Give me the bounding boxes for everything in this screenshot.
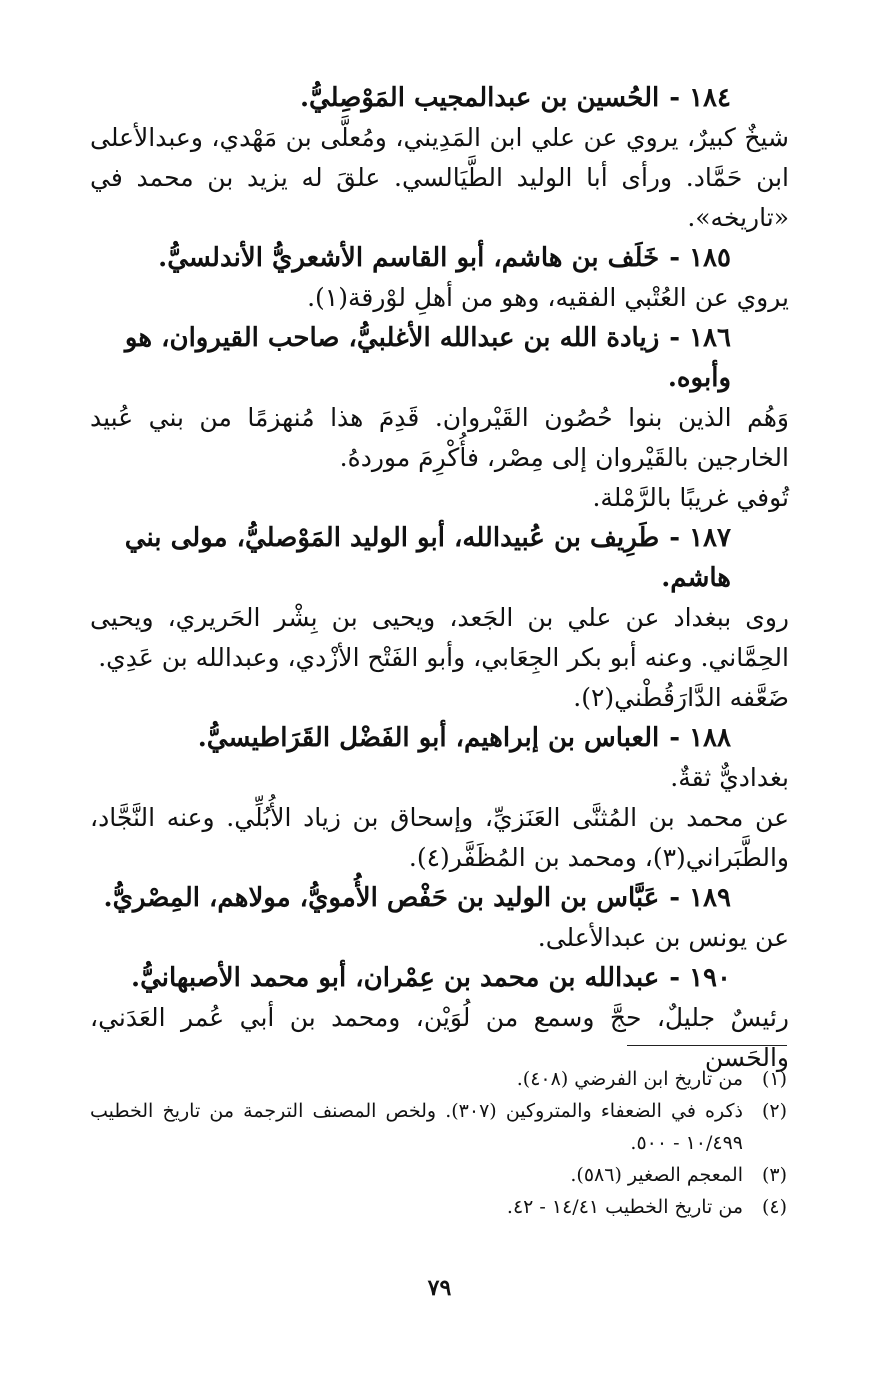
footnote-number: (٢) <box>761 1100 787 1122</box>
entry-name: عَبَّاس بن الوليد بن حَفْص الأُمويُّ، مولاهم، المِصْريُّ. <box>103 883 660 913</box>
entry-title <box>90 718 789 758</box>
footnote-divider <box>627 1045 787 1046</box>
entry-189 <box>90 878 789 958</box>
entry-187 <box>90 518 789 718</box>
entry-name: عبدالله بن محمد بن عِمْران، أبو محمد الأصبهانيُّ. <box>131 963 660 993</box>
entry-name: زيادة الله بن عبدالله الأغلبيُّ، صاحب القيروان، هو وأبوه. <box>124 323 731 393</box>
footnote-item <box>90 1095 787 1159</box>
main-text <box>90 78 789 1078</box>
entry-number: ١٨٤ - <box>669 83 731 113</box>
page-number: ٧٩ <box>427 1275 452 1301</box>
footnote-number: (٣) <box>761 1164 787 1186</box>
entry-paragraph: عن يونس بن عبدالأعلى. <box>537 923 789 952</box>
entry-paragraph: عن محمد بن المُثنَّى العَنَزيِّ، وإسحاق بن زياد الأُبُلِّي. وعنه النَّجَّاد، والطَّبَراني(٣)، ومحمد بن المُظَفَّر(٤). <box>90 803 789 872</box>
entry-paragraph: بغداديٌّ ثقةٌ. <box>670 763 789 792</box>
footnote-text: من تاريخ الخطيب ١٤/٤١ - ٤٢. <box>506 1196 743 1218</box>
entry-number: ١٩٠ - <box>669 963 731 993</box>
footnote-item <box>90 1159 787 1191</box>
entry-number: ١٨٥ - <box>669 243 731 273</box>
entry-title <box>90 878 789 918</box>
entry-paragraph: روى ببغداد عن علي بن الجَعد، ويحيى بن بِشْر الحَريري، ويحيى الحِمَّاني. وعنه أبو بكر الجِعَابي، وأبو الفَتْح الأزْدي، وعبدالله بن عَدِي. <box>90 603 789 672</box>
entry-184 <box>90 78 789 238</box>
footnote-number: (٤) <box>761 1196 787 1218</box>
entry-name: طَرِيف بن عُبيدالله، أبو الوليد المَوْصليُّ، مولى بني هاشم. <box>124 523 731 593</box>
entry-190 <box>90 958 789 1078</box>
entry-name: الحُسين بن عبدالمجيب المَوْصِليُّ. <box>299 83 660 113</box>
entry-paragraph: ضَعَّفه الدَّارَقُطْني(٢). <box>573 683 789 712</box>
footnote-item <box>90 1063 787 1095</box>
entry-paragraph: شيخٌ كبيرٌ، يروي عن علي ابن المَدِيني، ومُعلَّى بن مَهْدي، وعبدالأعلى ابن حَمَّاد. ورأى أبا الوليد الطَّيَالسي. علقَ له يزيد بن محمد في «تاريخه». <box>90 123 789 232</box>
footnotes <box>90 1063 787 1223</box>
entry-title <box>90 518 789 598</box>
footnote-text: المعجم الصغير (٥٨٦). <box>570 1164 743 1186</box>
footnote-number: (١) <box>761 1068 787 1090</box>
footnote-text: من تاريخ ابن الفرضي (٤٠٨). <box>516 1068 743 1090</box>
footnote-item <box>90 1191 787 1223</box>
entry-186 <box>90 318 789 518</box>
entry-188 <box>90 718 789 878</box>
entry-185 <box>90 238 789 318</box>
entry-title <box>90 958 789 998</box>
entry-paragraph: يروي عن العُتْبي الفقيه، وهو من أهلِ لوْرقة(١). <box>307 283 789 312</box>
entry-paragraph: وَهُم الذين بنوا حُصُون القَيْروان. قَدِمَ هذا مُنهزمًا من بني عُبيد الخارجين بالقَيْروان إلى مِصْر، فأُكْرِمَ موردهُ. <box>90 403 789 472</box>
entry-name: العباس بن إبراهيم، أبو الفَضْل القَرَاطيسيُّ. <box>197 723 660 753</box>
entry-name: خَلَف بن هاشم، أبو القاسم الأشعريُّ الأندلسيُّ. <box>158 243 660 273</box>
entry-title <box>90 238 789 278</box>
entry-number: ١٨٦ - <box>669 323 731 353</box>
entry-paragraph: رئيسٌ جليلٌ، حجَّ وسمع من لُوَيْن، ومحمد بن أبي عُمر العَدَني، والحَسن <box>90 1003 789 1072</box>
entry-number: ١٨٧ - <box>669 523 731 553</box>
entry-title <box>90 78 789 118</box>
footnote-text: ذكره في الضعفاء والمتروكين (٣٠٧). ولخص المصنف الترجمة من تاريخ الخطيب ١٠/٤٩٩ - ٥٠٠. <box>90 1100 743 1154</box>
entry-title <box>90 318 789 398</box>
entry-number: ١٨٨ - <box>669 723 731 753</box>
entry-number: ١٨٩ - <box>669 883 731 913</box>
entry-paragraph: تُوفي غريبًا بالرَّمْلة. <box>592 483 789 512</box>
